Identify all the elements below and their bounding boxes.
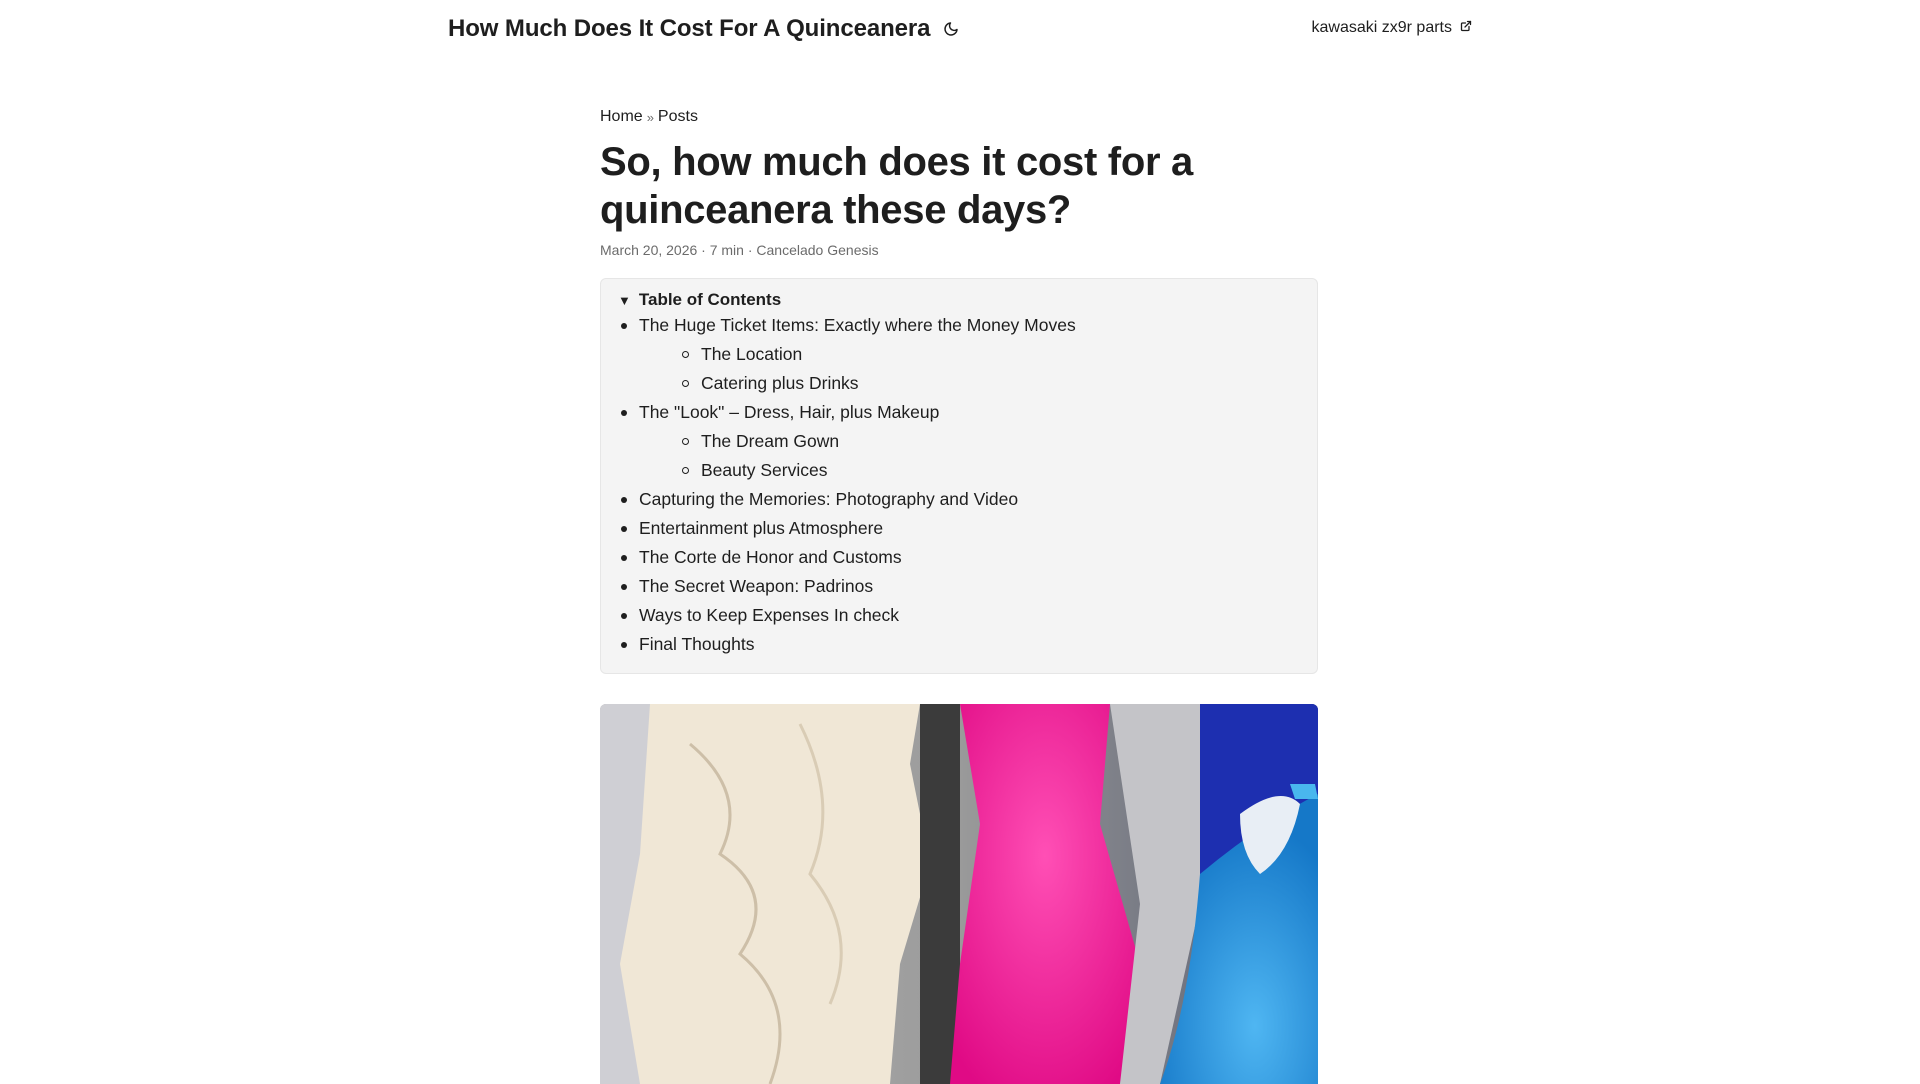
external-link-icon [1460,19,1472,37]
external-link-label: kawasaki zx9r parts [1311,19,1452,36]
toc-link[interactable]: Capturing the Memories: Photography and Video [639,489,1019,509]
toc-title: Table of Contents [638,290,782,309]
post-title: So, how much does it cost for a quinceanera these days? [600,140,1193,232]
toc-subitem [639,369,1317,398]
table-of-contents [600,278,1318,674]
toc-link[interactable]: Ways to Keep Expenses In check [639,605,900,625]
toc-sublink[interactable]: The Dream Gown [701,431,840,451]
toc-sublist [639,427,1317,485]
site-title-link[interactable]: How Much Does It Cost For A Quinceanera [448,15,931,42]
bullet-icon [621,642,627,648]
toc-toggle[interactable] [601,289,1317,311]
circle-bullet-icon [682,467,689,474]
toc-item [601,311,1317,398]
toc-link[interactable]: The Corte de Honor and Customs [639,547,902,567]
breadcrumb [600,108,1320,126]
toc-item [601,485,1317,514]
site-header [0,0,1920,60]
toc-link[interactable]: Final Thoughts [639,634,755,654]
toc-sublink[interactable]: Catering plus Drinks [701,373,859,393]
toc-link[interactable]: The "Look" – Dress, Hair, plus Makeup [639,402,940,422]
post-meta: March 20, 2026 · 7 min · Cancelado Genesis [600,242,879,258]
bullet-icon [621,555,627,561]
bullet-icon [621,526,627,532]
toc-link[interactable]: The Secret Weapon: Padrinos [639,576,874,596]
toc-link[interactable]: Entertainment plus Atmosphere [639,518,884,538]
toc-sublink[interactable]: The Location [701,344,803,364]
caret-down-icon: ▼ [618,292,631,308]
toc-sublink[interactable]: Beauty Services [701,460,828,480]
bullet-icon [621,323,627,329]
hero-image [600,704,1318,1084]
toc-list [601,311,1317,659]
breadcrumb-home[interactable]: Home [600,108,643,125]
toc-item [601,601,1317,630]
toc-subitem [639,427,1317,456]
toc-item [601,630,1317,659]
circle-bullet-icon [682,380,689,387]
bullet-icon [621,584,627,590]
toc-subitem [639,456,1317,485]
bullet-icon [621,497,627,503]
moon-icon[interactable] [940,18,962,40]
toc-item [601,514,1317,543]
toc-item [601,543,1317,572]
toc-sublist [639,340,1317,398]
breadcrumb-posts[interactable]: Posts [657,108,698,125]
toc-item [601,572,1317,601]
toc-link[interactable]: The Huge Ticket Items: Exactly where the Money Moves [639,315,1076,335]
toc-item [601,398,1317,485]
site-title-group [448,15,962,43]
toc-subitem [639,340,1317,369]
circle-bullet-icon [682,351,689,358]
breadcrumb-separator: » [646,109,654,125]
bullet-icon [621,410,627,416]
bullet-icon [621,613,627,619]
post-main [600,108,1320,1084]
external-menu-link[interactable] [1312,19,1473,37]
hero-image-art [600,704,1318,1084]
circle-bullet-icon [682,438,689,445]
